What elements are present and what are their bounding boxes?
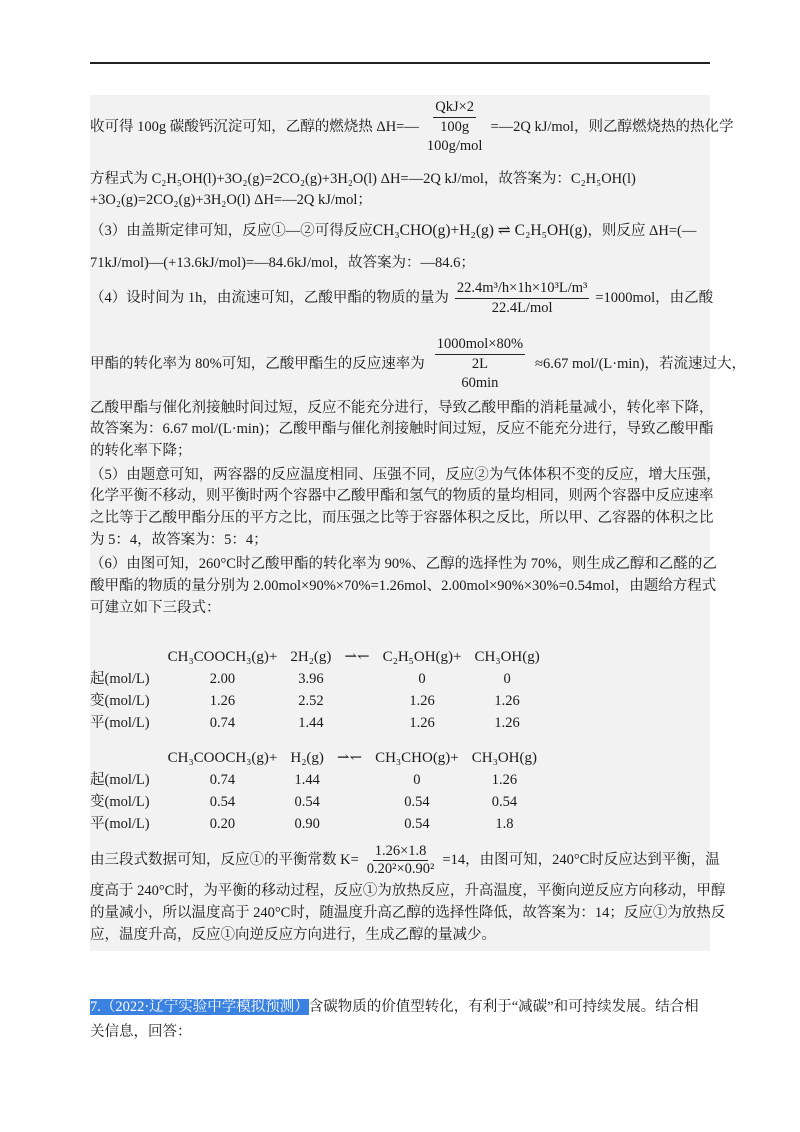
three-stage-table: [86, 646, 549, 734]
table-cell: 1.26: [409, 715, 435, 731]
table-cell: 0.54: [294, 794, 320, 810]
fraction: [455, 279, 590, 318]
answer-line: 方程式为 C₂H₅OH(l)+3O₂(g)=2CO₂(g)+3H₂O(l) ΔH=—2Q kJ/mol，故答案为：C₂H₅OH(l): [90, 171, 636, 187]
table-row: [86, 791, 546, 813]
table-cell: 1.44: [294, 772, 320, 788]
denominator: 0.20²×0.90²: [366, 860, 435, 877]
table-cell: 0.54: [404, 794, 430, 810]
numerator: 1000mol×80%: [435, 335, 525, 355]
denominator: 100g/mol: [426, 138, 483, 154]
question-line: [90, 998, 712, 1016]
equation-species: CH₃COOCH₃(g)+: [167, 750, 278, 766]
text: （3）由盖斯定律可知，反应①—②可得反应: [90, 223, 373, 239]
row-label: 平(mol/L): [90, 816, 150, 832]
answer-line: 的量减小，所以温度高于 240°C时，随温度升高乙醇的选择性降低，故答案为：14；反应①为放热反: [90, 905, 726, 921]
table-cell: 0.54: [209, 794, 236, 810]
equation-species: CH₃OH(g): [474, 649, 540, 665]
question-line: 关信息，回答：: [90, 1024, 192, 1040]
equilibrium-arrow: ⇀↽: [344, 649, 370, 665]
table-cell: 0.90: [294, 816, 320, 832]
empty-cell: [333, 813, 371, 835]
equation-species: C₂H₅OH(g)+: [382, 649, 462, 665]
answer-line: 故答案为：6.67 mol/(L·min)；乙酸甲酯与催化剂接触时间过短，反应不能充分进行，导致乙酸甲酯: [90, 421, 714, 437]
answer-line: 度高于 240°C时，为平衡的移动过程，反应①为放热反应，升高温度，平衡向逆反应方向移动，甲醇: [90, 883, 726, 899]
row-label: 变(mol/L): [90, 693, 150, 709]
table-cell: 2.52: [298, 693, 324, 709]
fraction: [435, 335, 525, 393]
answer-line: （5）由题意可知，两容器的反应温度相同、压强不同，反应②为气体体积不变的反应，增大压强，: [90, 467, 721, 483]
table-cell: 0.74: [209, 772, 236, 788]
empty-cell: [86, 747, 164, 769]
empty-cell: [333, 791, 371, 813]
equation-species: CH₃CHO(g)+: [375, 750, 459, 766]
equation-species: CH₃COOCH₃(g)+: [167, 649, 278, 665]
answer-line: 酸甲酯的物质的量分别为 2.00mol×90%×70%=1.26mol、2.00mol×90%×30%=0.54mol，由题给方程式: [90, 578, 717, 594]
empty-cell: [340, 712, 378, 734]
answer-line: 71kJ/mol)—(+13.6kJ/mol)=—84.6kJ/mol，故答案为：—84.6；: [90, 255, 475, 271]
table-cell: 0.54: [404, 816, 430, 832]
table-cell: 0: [413, 772, 421, 788]
answer-line: 的转化率下降；: [90, 443, 192, 459]
numerator: QkJ×2: [433, 98, 476, 118]
table-cell: 1.26: [494, 693, 520, 709]
table-row: [86, 668, 549, 690]
table-cell: 0: [503, 671, 511, 687]
table-cell: 2.00: [209, 671, 236, 687]
answer-line: [90, 279, 714, 316]
text: （4）设时间为 1h，由流速可知，乙酸甲酯的物质的量为: [90, 290, 449, 306]
empty-cell: [86, 646, 164, 668]
denominator: 60min: [461, 375, 499, 391]
row-label: 平(mol/L): [90, 715, 150, 731]
chemical-equation: CH₃CHO(g)+H₂(g) ⇌ C₂H₅OH(g): [372, 222, 588, 239]
question-text: 含碳物质的价值型转化，有利于“减碳”和可持续发展。结合相: [308, 999, 699, 1015]
row-label: 起(mol/L): [90, 671, 150, 687]
answer-line: [90, 99, 734, 154]
table-cell: 0.54: [491, 794, 518, 810]
text: ≈6.67 mol/(L·min)，若流速过大，: [535, 356, 746, 372]
table-cell: 1.44: [298, 715, 324, 731]
numerator: 22.4m³/h×1h×10³L/m³: [455, 279, 590, 299]
equation-species: 2H₂(g): [290, 649, 332, 665]
equation-row: [86, 646, 549, 668]
table-cell: 3.96: [298, 671, 324, 687]
numerator: 1.26×1.8: [374, 842, 427, 859]
empty-cell: [340, 690, 378, 712]
empty-cell: [340, 668, 378, 690]
answer-line: [90, 336, 746, 391]
table-cell: 1.26: [491, 772, 518, 788]
answer-line: 之比等于乙酸甲酯分压的平方之比，而压强之比等于容器体积之反比，所以甲、乙容器的体积之比: [90, 510, 714, 526]
answer-line: 应，温度升高，反应①向逆反应方向进行，生成乙醇的量减少。: [90, 927, 496, 943]
denominator: 100g: [440, 119, 470, 135]
empty-cell: [333, 769, 371, 791]
table-cell: 0.74: [209, 715, 236, 731]
table-cell: 1.26: [494, 715, 520, 731]
equilibrium-arrow: ⇀↽: [336, 750, 363, 766]
answer-line: [90, 222, 712, 240]
denominator: 22.4L/mol: [491, 299, 553, 316]
equation-species: H₂(g): [290, 750, 324, 766]
answer-line: 化学平衡不移动，则平衡时两个容器中乙酸甲酯和氢气的物质的量均相同，则两个容器中反应速率: [90, 488, 714, 504]
table-row: [86, 712, 549, 734]
text: =1000mol，由乙酸: [595, 290, 714, 306]
table-cell: 0: [418, 671, 426, 687]
text: ，则反应 ΔH=(—: [587, 223, 697, 239]
answer-line: +3O₂(g)=2CO₂(g)+3H₂O(l) ΔH=—2Q kJ/mol；: [90, 192, 372, 208]
question-source-selected[interactable]: 7.（2022·辽宁实验中学模拟预测）: [90, 999, 309, 1015]
text: 甲酯的转化率为 80%可知，乙酸甲酯生的反应速率为: [90, 356, 425, 372]
text: 收可得 100g 碳酸钙沉淀可知，乙醇的燃烧热 ΔH=—: [90, 119, 419, 135]
text: =—2Q kJ/mol，则乙醇燃烧热的热化学: [490, 119, 734, 135]
answer-line: 可建立如下三段式：: [90, 600, 221, 616]
answer-line: 乙酸甲酯与催化剂接触时间过短，反应不能充分进行，导致乙酸甲酯的消耗量减小，转化率下降，: [90, 400, 714, 416]
table-cell: 1.26: [409, 693, 435, 709]
denominator: 2L: [471, 356, 488, 372]
table-row: [86, 690, 549, 712]
row-label: 变(mol/L): [90, 794, 150, 810]
table-row: [86, 769, 546, 791]
table-cell: 1.26: [209, 693, 236, 709]
answer-line: （6）由图可知，260°C时乙酸甲酯的转化率为 90%、乙醇的选择性为 70%，则生成乙醇和乙醛的乙: [90, 556, 717, 572]
table-cell: 1.8: [495, 816, 514, 832]
three-stage-table: [86, 747, 546, 835]
equation-row: [86, 747, 546, 769]
text: =14，由图可知，240°C时反应达到平衡，温: [442, 852, 720, 868]
table-row: [86, 813, 546, 835]
answer-line: 为 5：4，故答案为：5：4；: [90, 532, 268, 548]
equation-species: CH₃OH(g): [471, 750, 537, 766]
row-label: 起(mol/L): [90, 772, 150, 788]
fraction: [425, 98, 485, 156]
table-cell: 0.20: [209, 816, 236, 832]
header-rule: [90, 62, 710, 64]
fraction: [365, 843, 437, 878]
text: 由三段式数据可知，反应①的平衡常数 K=: [90, 852, 359, 868]
